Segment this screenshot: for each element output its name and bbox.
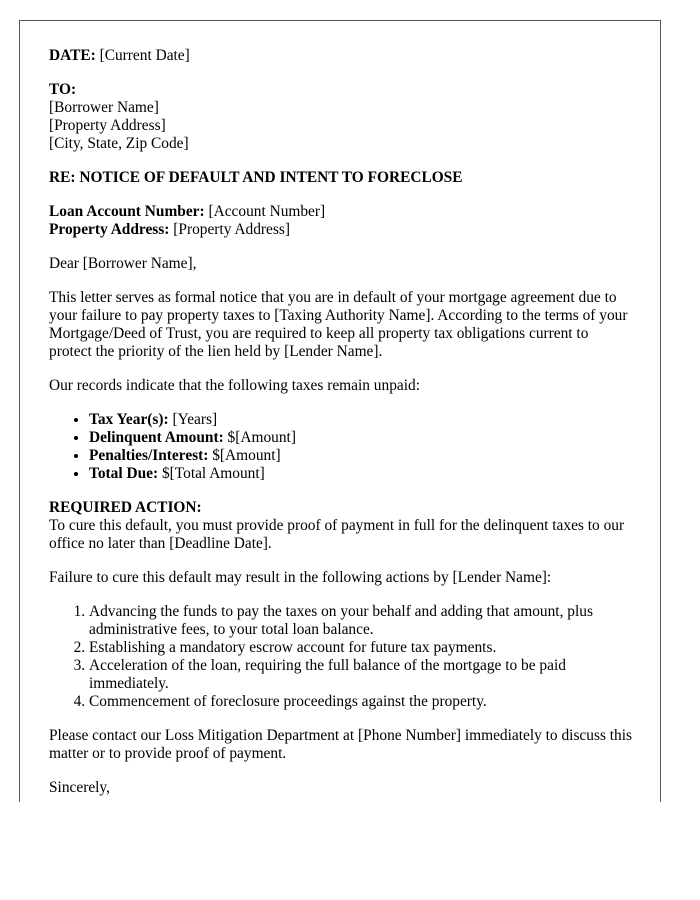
list-item bbox=[89, 411, 634, 429]
required-action-heading: REQUIRED ACTION: bbox=[49, 499, 202, 516]
unpaid-taxes-intro: Our records indicate that the following taxes remain unpaid: bbox=[49, 377, 420, 394]
list-item: 2. Establishing a mandatory escrow account for future tax payments. bbox=[89, 639, 634, 657]
consequences-intro: Failure to cure this default may result in the following actions by [Lender Name]: bbox=[49, 569, 552, 586]
notice-paragraph: This letter serves as formal notice that you are in default of your mortgage agreement due to your failure to pay property taxes to [Taxing Authority Name]. According to the terms of your Mortgage/Deed of Trust, you are required to keep all property tax obligations current to protect the priority of the lien held by [Lender Name]. bbox=[49, 289, 628, 360]
subject-line bbox=[49, 169, 634, 187]
tax-item-value: $[Amount] bbox=[223, 429, 296, 446]
unpaid-taxes-list bbox=[49, 411, 634, 483]
subject-text: RE: NOTICE OF DEFAULT AND INTENT TO FORECLOSE bbox=[49, 169, 463, 186]
date-label: DATE: bbox=[49, 47, 96, 64]
loan-account-value: [Account Number] bbox=[204, 203, 326, 220]
list-item bbox=[89, 465, 634, 483]
loan-account-label: Loan Account Number: bbox=[49, 203, 205, 220]
tax-item-label: Delinquent Amount: bbox=[89, 429, 224, 446]
date-line bbox=[49, 47, 634, 65]
property-address-label: Property Address: bbox=[49, 221, 170, 238]
required-action-text: To cure this default, you must provide proof of payment in full for the delinquent taxes to our office no later than [Deadline Date]. bbox=[49, 517, 625, 552]
date-value: [Current Date] bbox=[95, 47, 190, 64]
recipient-city-state-zip: [City, State, Zip Code] bbox=[49, 135, 189, 152]
tax-item-value: $[Total Amount] bbox=[158, 465, 265, 482]
list-item bbox=[89, 447, 634, 465]
tax-item-label: Penalties/Interest: bbox=[89, 447, 209, 464]
list-item: 4. Commencement of foreclosure proceedings against the property. bbox=[89, 693, 634, 711]
contact-paragraph: Please contact our Loss Mitigation Department at [Phone Number] immediately to discuss this matter or to provide proof of payment. bbox=[49, 727, 633, 762]
tax-item-value: [Years] bbox=[168, 411, 218, 428]
closing: Sincerely, bbox=[49, 779, 110, 796]
required-action-block bbox=[49, 499, 634, 553]
letter-body bbox=[49, 47, 634, 813]
list-item: 1. Advancing the funds to pay the taxes on your behalf and adding that amount, plus administrative fees, to your total loan balance. bbox=[89, 603, 634, 639]
salutation: Dear [Borrower Name], bbox=[49, 255, 197, 272]
recipient-address: [Property Address] bbox=[49, 117, 166, 134]
recipient-block bbox=[49, 81, 634, 153]
tax-item-label: Tax Year(s): bbox=[89, 411, 169, 428]
loan-details bbox=[49, 203, 634, 239]
list-item bbox=[89, 429, 634, 447]
to-label: TO: bbox=[49, 81, 77, 98]
tax-item-value: $[Amount] bbox=[208, 447, 281, 464]
tax-item-label: Total Due: bbox=[89, 465, 159, 482]
property-address-line bbox=[49, 221, 634, 239]
consequences-list bbox=[49, 603, 634, 711]
loan-account-line bbox=[49, 203, 634, 221]
property-address-value: [Property Address] bbox=[169, 221, 290, 238]
recipient-name: [Borrower Name] bbox=[49, 99, 159, 116]
list-item: 3. Acceleration of the loan, requiring the full balance of the mortgage to be paid immediately. bbox=[89, 657, 634, 693]
